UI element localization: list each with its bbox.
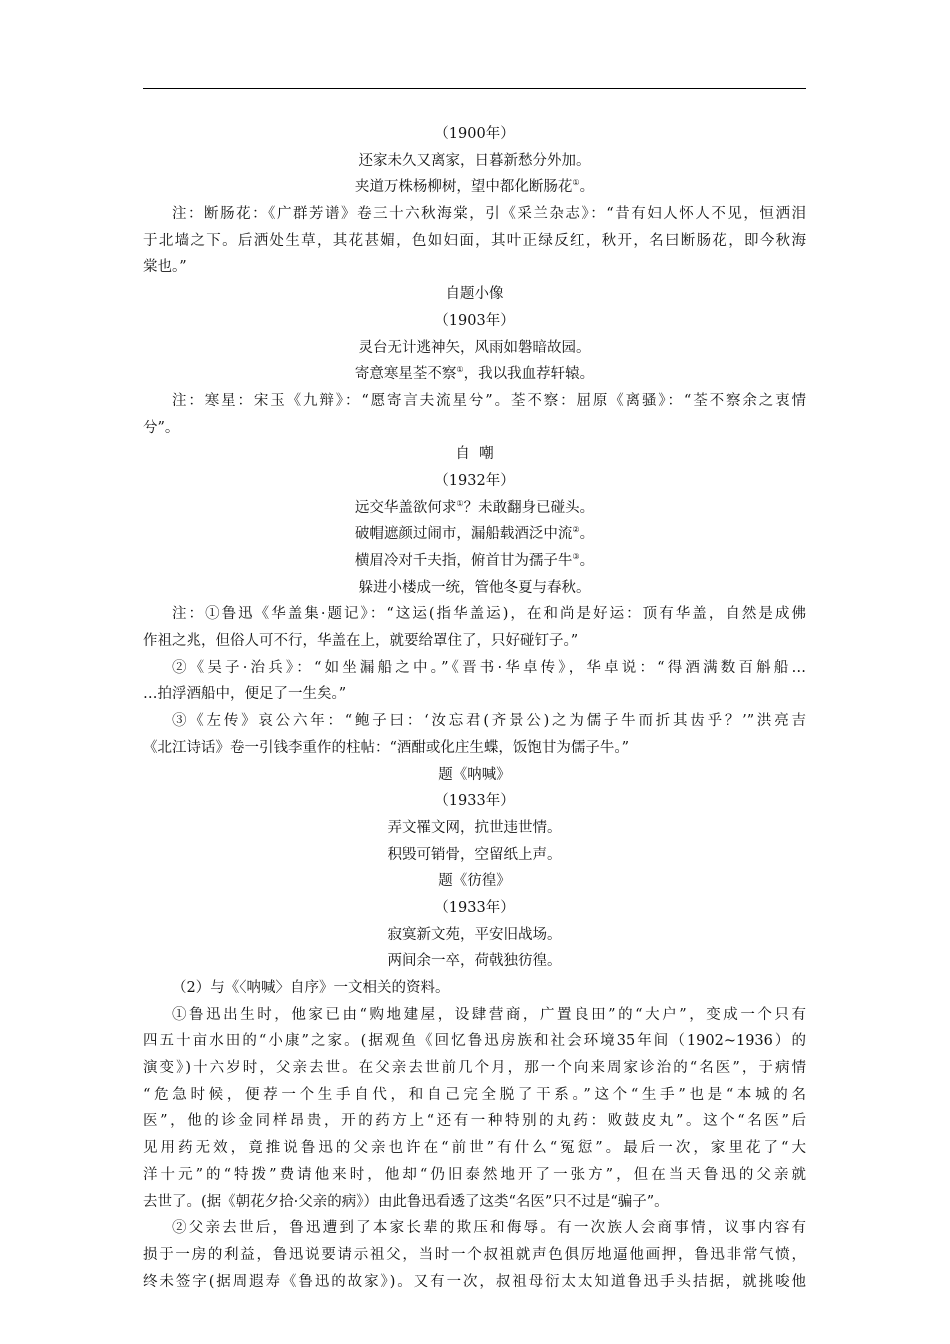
footnote-marker: ① — [456, 365, 464, 375]
poem-line: 弄文罹文网，抗世违世情。 — [387, 819, 562, 836]
poem-line: 两间余一卒，荷戟独彷徨。 — [387, 953, 562, 970]
poem-title: 题《彷徨》 — [438, 873, 511, 890]
note-line: ②《吴子·治兵》：“如坐漏船之中。”《晋书·华卓传》，华卓说：“得酒满数百斛船… — [172, 659, 806, 676]
paragraph-line: 终未签字(据周遐寿《鲁迅的故家》)。又有一次，叔祖母衍太太知道鲁迅手头拮据，就挑唆他 — [143, 1273, 806, 1290]
footnote-marker: ② — [572, 525, 580, 535]
poem-line: 夹道万株杨柳树，望中都化断肠花①。 — [354, 178, 595, 196]
footnote-marker: ③ — [572, 552, 580, 562]
paragraph-line: 医”，他的诊金同样昂贵，开的药方上“还有一种特别的丸药：败鼓皮丸”。这个“名医”后 — [143, 1113, 806, 1130]
paragraph-line: 洋十元”的“特拨”费请他来时，他却“仍旧泰然地开了一张方”，但在当天鲁迅的父亲就 — [143, 1166, 806, 1183]
note-line: 注：寒星：宋玉《九辩》：“愿寄言夫流星兮”。荃不察：屈原《离骚》：“荃不察余之衷情 — [172, 392, 806, 409]
poem-line: 横眉冷对千夫指，俯首甘为孺子牛③。 — [354, 552, 595, 569]
poem-line: 寂寞新文苑，平安旧战场。 — [387, 926, 562, 943]
note-line: ③《左传》哀公六年：“鲍子曰：‘汝忘君(齐景公)之为儒子牛而折其齿乎？’”洪亮吉 — [172, 713, 806, 730]
footnote-marker: ① — [456, 498, 464, 508]
paragraph-line: ①鲁迅出生时，他家已由“购地建屋，设肆营商，广置良田”的“大户”，变成一个只有 — [172, 1006, 806, 1023]
paragraph-line: 见用药无效，竟推说鲁迅的父亲也许在“前世”有什么“冤愆”。最后一次，家里花了“大 — [143, 1140, 806, 1157]
paragraph-line: 去世了。(据《朝花夕拾·父亲的病》）由此鲁迅看透了这类“名医”只不过是“骗子”。 — [143, 1193, 669, 1210]
poem-year: （1932年） — [434, 472, 515, 489]
poem-line: 还家未久又离家，日暮新愁分外加。 — [358, 152, 591, 169]
poem-title: 自 嘲 — [455, 446, 494, 463]
note-line: 注：①鲁迅《华盖集·题记》：“这运(指华盖运)，在和尚是好运：顶有华盖，自然是成佛 — [172, 606, 806, 623]
paragraph-line: 损于一房的利益，鲁迅说要请示祖父，当时一个叔祖就声色俱厉地逼他画押，鲁迅非常气愤， — [143, 1246, 806, 1263]
footnote-marker: ① — [572, 178, 580, 188]
poem-year: （1900年） — [434, 126, 515, 142]
note-line: 于北墙之下。后洒处生草，其花甚媚，色如妇面，其叶正绿反红，秋开，名曰断肠花，即今秋海 — [143, 232, 806, 249]
paragraph-line: 四五十亩水田的“小康”之家。(据观鱼《回忆鲁迅房族和社会环境35年间（1902~1936）的 — [143, 1033, 806, 1050]
note-line: 作祖之兆，但俗人可不行，华盖在上，就要给罩住了，只好碰钉子。” — [143, 633, 579, 650]
poem-line: 灵台无计逃神矢，风雨如磐暗故园。 — [358, 339, 591, 356]
poem-title: 题《呐喊》 — [438, 766, 511, 783]
poem-year: （1903年） — [434, 312, 515, 329]
header-rule — [143, 88, 806, 89]
document-body — [143, 121, 806, 1295]
poem-line: 躲进小楼成一统，管他冬夏与春秋。 — [358, 579, 591, 596]
poem-year: （1933年） — [434, 899, 515, 916]
poem-line: 远交华盖欲何求①？未敢翻身已碰头。 — [354, 498, 595, 516]
note-line: …拍浮酒船中，便足了一生矣。” — [143, 686, 347, 703]
section-heading: （2）与《〈呐喊〉自序》一文相关的资料。 — [172, 980, 450, 996]
note-line: 注：断肠花：《广群芳谱》卷三十六秋海棠，引《采兰杂志》：“昔有妇人怀人不见，恒洒泪 — [172, 206, 806, 223]
paragraph-line: 演变》)十六岁时，父亲去世。在父亲去世前几个月，那一个向来周家诊治的“名医”，于病情 — [143, 1060, 806, 1077]
poem-year: （1933年） — [434, 793, 515, 810]
paragraph-line: “危急时候，便荐一个生手自代，和自己完全脱了干系。”这个“生手”也是“本城的名 — [143, 1086, 806, 1103]
poem-line: 破帽遮颜过闹市，漏船载酒泛中流②。 — [354, 525, 595, 543]
poem-line: 寄意寒星荃不察①，我以我血荐轩辕。 — [354, 365, 595, 383]
poem-title: 自题小像 — [445, 286, 504, 303]
poem-line: 积毁可销骨，空留纸上声。 — [387, 846, 562, 863]
paragraph-line: ②父亲去世后，鲁迅遭到了本家长辈的欺压和侮辱。有一次族人会商事情，议事内容有 — [172, 1220, 806, 1237]
note-line: 《北江诗话》卷一引钱李重作的柱帖：“酒酣或化庄生蝶，饭饱甘为儒子牛。” — [143, 739, 630, 756]
note-line: 棠也。” — [143, 259, 187, 276]
note-line: 兮”。 — [143, 419, 180, 436]
